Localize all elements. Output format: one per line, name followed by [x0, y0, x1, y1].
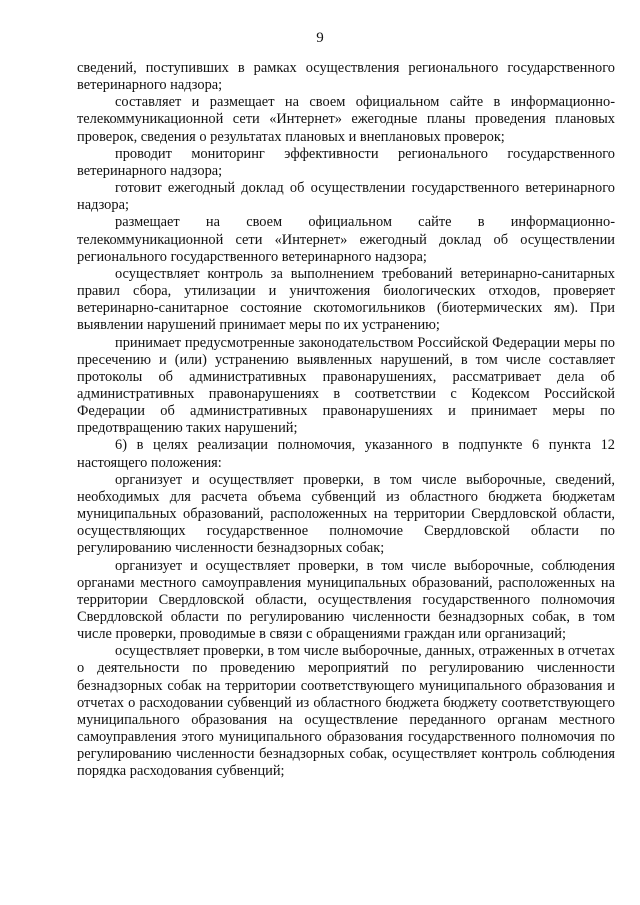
paragraph-6: осуществляет контроль за выполнением требований ветеринарно-санитарных правил сбора, утилизации и уничтожения биологических отходов, проверяет ветеринарно-санитарное состояние скотомогильников (биотермических ям). При выявлении нарушений принимает меры по их устранению; — [77, 265, 615, 334]
paragraph-11: осуществляет проверки, в том числе выборочные, данных, отраженных в отчетах о деятельности по проведению мероприятий по регулированию численности безнадзорных собак на территории соответствующего муниципального образования и отчетах о расходовании субвенций из областного бюджета бюджету соответствующего муниципального образования на осуществление переданного органам местного самоуправления этого муниципального образования государственного полномочия по регулированию численности безнадзорных собак, осуществляет контроль соблюдения порядка расходования субвенций; — [77, 643, 615, 780]
paragraph-1: сведений, поступивших в рамках осуществления регионального государственного ветеринарного надзора; — [77, 60, 615, 94]
paragraph-10: организует и осуществляет проверки, в том числе выборочные, соблюдения органами местного самоуправления муниципальных образований, расположенных на территории Свердловской области, осуществления государственного полномочия Свердловской области по регулированию численности безнадзорных собак, в том числе проверки, проводимые в связи с обращениями граждан или организаций; — [77, 557, 615, 643]
paragraph-5: размещает на своем официальном сайте в информационно-телекоммуникационной сети «Интернет» ежегодный доклад об осуществлении регионального государственного ветеринарного надзора; — [77, 214, 615, 265]
paragraph-2: составляет и размещает на своем официальном сайте в информационно-телекоммуникационной сети «Интернет» ежегодные планы проведения плановых проверок, сведения о результатах плановых и внеплановых проверок; — [77, 94, 615, 145]
paragraph-8: 6) в целях реализации полномочия, указанного в подпункте 6 пункта 12 настоящего положения: — [77, 437, 615, 471]
document-body — [77, 60, 615, 781]
paragraph-4: готовит ежегодный доклад об осуществлении государственного ветеринарного надзора; — [77, 180, 615, 214]
page-number: 9 — [316, 30, 324, 46]
paragraph-3: проводит мониторинг эффективности регионального государственного ветеринарного надзора; — [77, 145, 615, 179]
paragraph-9: организует и осуществляет проверки, в том числе выборочные, сведений, необходимых для расчета объема субвенций из областного бюджета бюджетам муниципальных образований, расположенных на территории Свердловской области, осуществляющих государственное полномочие Свердловской области по регулированию численности безнадзорных собак; — [77, 471, 615, 557]
paragraph-7: принимает предусмотренные законодательством Российской Федерации меры по пресечению и (или) устранению выявленных нарушений, в том числе составляет протоколы об административных правонарушениях, рассматривает дела об административных правонарушениях в соответствии с Кодексом Российской Федерации об административных правонарушениях и принимает меры по предотвращению таких нарушений; — [77, 334, 615, 437]
